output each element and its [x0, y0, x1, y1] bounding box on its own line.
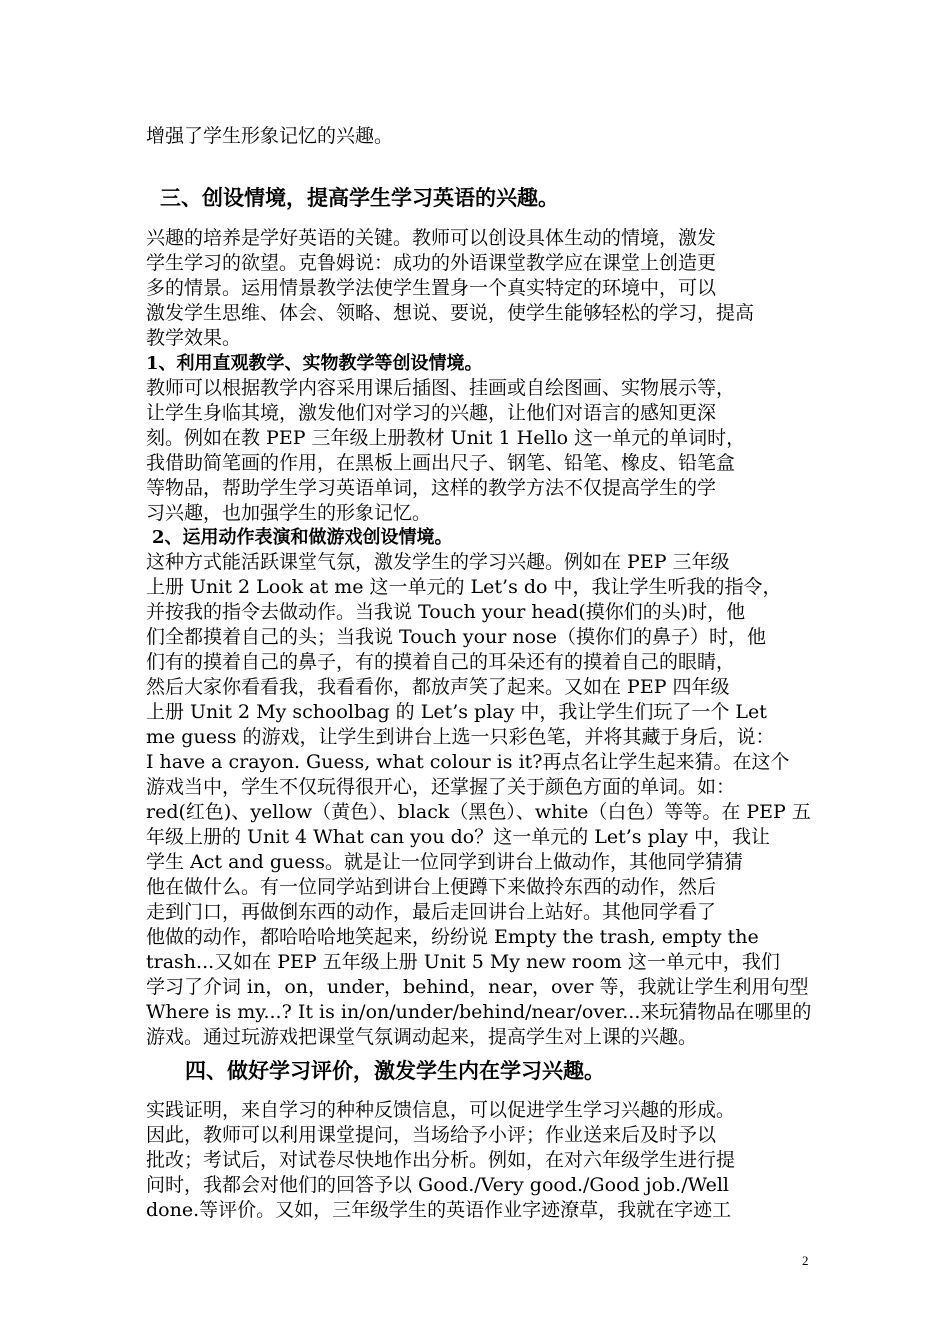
heading-section-four: 四、做好学习评价，激发学生内在学习兴趣。 — [185, 1058, 605, 1083]
heading-subsection-2: 2、运用动作表演和做游戏创设情境。 — [152, 527, 453, 548]
paragraph-subsection-2: 这种方式能活跃课堂气氛，激发学生的学习兴趣。例如在 PEP 三年级 上册 Unit 2 Look at me 这一单元的 Let’s do 中，我让学生听我的指令， 并按我的指令去做动作。当我说 Touch your head(摸你们的头)时，他 们全都摸着自己的头；当我说 Touch your nose（摸你们的鼻子）时，他 们有的摸着自己的鼻子，有的摸着自己的耳朵还有的摸着自己的眼睛， 然后大家你看看我，我看看你，都放声笑了起来。又如在 PEP 四年级 上册 Unit 2 My schoolbag 的 Let’s play 中，我让学生们玩了一个 Let me guess 的游戏，让学生到讲台上选一只彩色笔，并将其藏于身后，说： I have a crayon. Guess, what colour is it?再点名让学生起来猜。在这个 游戏当中，学生不仅玩得很开心，还掌握了关于颜色方面的单词。如： red(红色)、yellow（黄色）、black（黑色）、white（白色）等等。在 PEP 五 年级上册的 Unit 4 What can you do？这一单元的 Let’s play 中，我让 学生 Act and guess。就是让一位同学到讲台上做动作，其他同学猜猜 他在做什么。有一位同学站到讲台上便蹲下来做拎东西的动作，然后 走到门口，再做倒东西的动作，最后走回讲台上站好。其他同学看了 他做的动作，都哈哈哈地笑起来，纷纷说 Empty the trash, empty the trash...又如在 PEP 五年级上册 Unit 5 My new room 这一单元中，我们 学习了介词 in，on，under，behind，near，over 等，我就让学生利用句型 Where is my...? It is in/on/under/behind/near/over...来玩猜物品在哪里的 游戏。通过玩游戏把课堂气氛调动起来，提高学生对上课的兴趣。 — [146, 551, 812, 1048]
paragraph-intro: 增强了学生形象记忆的兴趣。 — [146, 125, 394, 147]
heading-subsection-1: 1、利用直观教学、实物教学等创设情境。 — [146, 353, 483, 374]
paragraph-section-three: 兴趣的培养是学好英语的关键。教师可以创设具体生动的情境，激发 学生学习的欲望。克鲁姆说：成功的外语课堂教学应在课堂上创造更 多的情景。运用情景教学法使学生置身一个真实特定的环境中，可以 激发学生思维、体会、领略、想说、要说，使学生能够轻松的学习，提高 教学效果。 — [146, 227, 755, 349]
paragraph-section-four: 实践证明，来自学习的种种反馈信息，可以促进学生学习兴趣的形成。 因此，教师可以利用课堂提问，当场给予小评；作业送来后及时予以 批改；考试后，对试卷尽快地作出分析。例如，在对六年级学生进行提 问时，我都会对他们的回答予以 Good./Very good./Good job./Well done.等评价。又如，三年级学生的英语作业字迹潦草，我就在字迹工 — [146, 1099, 736, 1221]
heading-section-three: 三、创设情境，提高学生学习英语的兴趣。 — [160, 185, 559, 210]
paragraph-subsection-1: 教师可以根据教学内容采用课后插图、挂画或自绘图画、实物展示等， 让学生身临其境，激发他们对学习的兴趣，让他们对语言的感知更深 刻。例如在教 PEP 三年级上册教材 Unit 1 Hello 这一单元的单词时， 我借助简笔画的作用，在黑板上画出尺子、钢笔、铅笔、橡皮、铅笔盒 等物品，帮助学生学习英语单词，这样的教学方法不仅提高学生的学 习兴趣，也加强学生的形象记忆。 — [146, 377, 746, 524]
page-number: 2 — [802, 1253, 809, 1268]
